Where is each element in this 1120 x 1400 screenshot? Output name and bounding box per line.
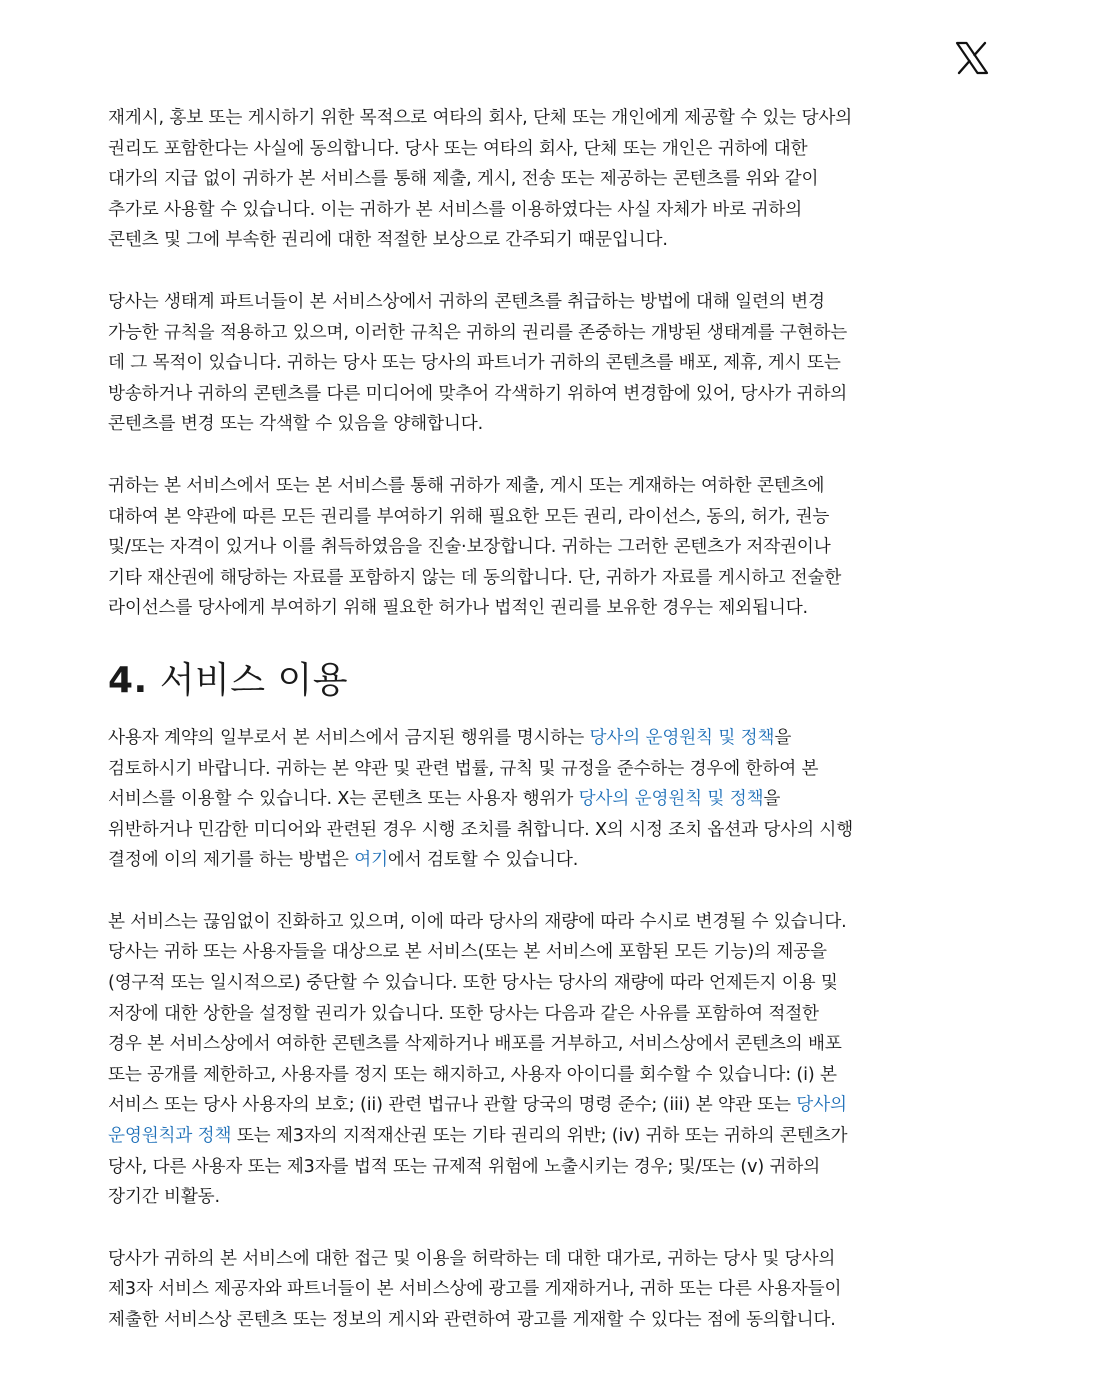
text-line: 장기간 비활동. [108, 1187, 220, 1208]
text-segment: 서비스를 이용할 수 있습니다. X는 콘텐츠 또는 사용자 행위가 [108, 789, 579, 810]
rules-policies-link[interactable]: 당사의 운영원칙 및 정책 [578, 789, 764, 810]
paragraph-ecosystem-partners [108, 287, 1013, 440]
text-segment: 을 [763, 789, 781, 810]
rules-policies-link[interactable]: 당사의 [796, 1095, 847, 1116]
document-body [108, 103, 1013, 1367]
text-line: 데 그 목적이 있습니다. 귀하는 당사 또는 당사의 파트너가 귀하의 콘텐츠를 배포, 제휴, 게시 또는 [108, 353, 841, 374]
text-line: 또는 공개를 제한하고, 사용자를 정지 또는 해지하고, 사용자 아이디를 회수할 수 있습니다: (i) 본 [108, 1064, 837, 1085]
section-title: 서비스 이용 [159, 659, 349, 701]
paragraph-content-license [108, 103, 1013, 256]
paragraph-rules-policies [108, 723, 1013, 876]
text-segment: 에서 검토할 수 있습니다. [387, 850, 579, 871]
text-line: 경우 본 서비스상에서 여하한 콘텐츠를 삭제하거나 배포를 거부하고, 서비스상에서 콘텐츠의 배포 [108, 1034, 842, 1055]
text-line: 당사는 생태계 파트너들이 본 서비스상에서 귀하의 콘텐츠를 취급하는 방법에 대해 일련의 변경 [108, 291, 825, 312]
text-line: 권리도 포함한다는 사실에 동의합니다. 당사 또는 여타의 회사, 단체 또는 개인은 귀하에 대한 [108, 138, 808, 159]
text-line [108, 1121, 1013, 1152]
text-line: 제출한 서비스상 콘텐츠 또는 정보의 게시와 관련하여 광고를 게재할 수 있다는 점에 동의합니다. [108, 1310, 836, 1330]
text-line: 제3자 서비스 제공자와 파트너들이 본 서비스상에 광고를 게재하거나, 귀하 또는 다른 사용자들이 [108, 1279, 842, 1300]
text-line: 본 서비스는 끊임없이 진화하고 있으며, 이에 따라 당사의 재량에 따라 수시로 변경될 수 있습니다. [108, 911, 847, 932]
text-segment: 결정에 이의 제기를 하는 방법은 [108, 850, 355, 871]
text-line: 대하여 본 약관에 따른 모든 권리를 부여하기 위해 필요한 모든 권리, 라이선스, 동의, 허가, 권능 [108, 506, 830, 527]
text-line [108, 845, 1013, 876]
text-segment: 사용자 계약의 일부로서 본 서비스에서 금지된 행위를 명시하는 [108, 727, 590, 748]
section-heading [108, 655, 1013, 707]
paragraph-service-changes [108, 907, 1013, 1213]
paragraph-advertising [108, 1244, 1013, 1336]
text-line: 검토하시기 바랍니다. 귀하는 본 약관 및 관련 법률, 규칙 및 규정을 준수하는 경우에 한하여 본 [108, 758, 819, 779]
rules-policies-link[interactable]: 운영원칙과 정책 [108, 1126, 232, 1147]
here-link[interactable]: 여기 [354, 850, 388, 871]
text-segment: 서비스 또는 당사 사용자의 보호; (ii) 관련 법규나 관할 당국의 명령 준수; (iii) 본 약관 또는 [108, 1095, 797, 1116]
text-line: 대가의 지급 없이 귀하가 본 서비스를 통해 제출, 게시, 전송 또는 제공하는 콘텐츠를 위와 같이 [108, 169, 819, 190]
text-line: 저장에 대한 상한을 설정할 권리가 있습니다. 또한 당사는 다음과 같은 사유를 포함하여 적절한 [108, 1003, 819, 1024]
text-segment: 또는 제3자의 지적재산권 또는 기타 권리의 위반; (iv) 귀하 또는 귀하의 콘텐츠가 [231, 1126, 848, 1147]
text-line [108, 784, 1013, 815]
text-line: 및/또는 자격이 있거나 이를 취득하였음을 진술·보장합니다. 귀하는 그러한 콘텐츠가 저작권이나 [108, 537, 831, 558]
x-logo-icon [954, 40, 990, 76]
section-number: 4. [108, 659, 148, 701]
text-line: 라이선스를 당사에게 부여하기 위해 필요한 허가나 법적인 권리를 보유한 경우는 제외됩니다. [108, 598, 809, 619]
text-line: (영구적 또는 일시적으로) 중단할 수 있습니다. 또한 당사는 당사의 재량에 따라 언제든지 이용 및 [108, 973, 838, 994]
text-line: 추가로 사용할 수 있습니다. 이는 귀하가 본 서비스를 이용하였다는 사실 자체가 바로 귀하의 [108, 199, 803, 220]
text-line: 기타 재산권에 해당하는 자료를 포함하지 않는 데 동의합니다. 단, 귀하가 자료를 게시하고 전술한 [108, 567, 842, 588]
text-segment: 을 [774, 727, 792, 748]
text-line: 콘텐츠 및 그에 부속한 권리에 대한 적절한 보상으로 간주되기 때문입니다. [108, 230, 668, 251]
text-line [108, 723, 1013, 754]
text-line: 콘텐츠를 변경 또는 각색할 수 있음을 양해합니다. [108, 414, 484, 435]
text-line [108, 1090, 1013, 1121]
text-line: 가능한 규칙을 적용하고 있으며, 이러한 규칙은 귀하의 권리를 존중하는 개방된 생태계를 구현하는 [108, 322, 848, 343]
rules-policies-link[interactable]: 당사의 운영원칙 및 정책 [589, 727, 775, 748]
text-line: 방송하거나 귀하의 콘텐츠를 다른 미디어에 맞추어 각색하기 위하여 변경함에 있어, 당사가 귀하의 [108, 383, 848, 404]
text-line: 재게시, 홍보 또는 게시하기 위한 목적으로 여타의 회사, 단체 또는 개인에게 제공할 수 있는 당사의 [108, 108, 853, 128]
text-line: 귀하는 본 서비스에서 또는 본 서비스를 통해 귀하가 제출, 게시 또는 게재하는 여하한 콘텐츠에 [108, 475, 825, 496]
text-line: 당사가 귀하의 본 서비스에 대한 접근 및 이용을 허락하는 데 대한 대가로, 귀하는 당사 및 당사의 [108, 1248, 836, 1269]
paragraph-representations-warranties [108, 471, 1013, 624]
text-line: 당사, 다른 사용자 또는 제3자를 법적 또는 규제적 위험에 노출시키는 경우; 및/또는 (v) 귀하의 [108, 1156, 821, 1177]
text-line: 당사는 귀하 또는 사용자들을 대상으로 본 서비스(또는 본 서비스에 포함된 모든 기능)의 제공을 [108, 942, 827, 963]
text-line: 위반하거나 민감한 미디어와 관련된 경우 시행 조치를 취합니다. X의 시정 조치 옵션과 당사의 시행 [108, 819, 854, 840]
